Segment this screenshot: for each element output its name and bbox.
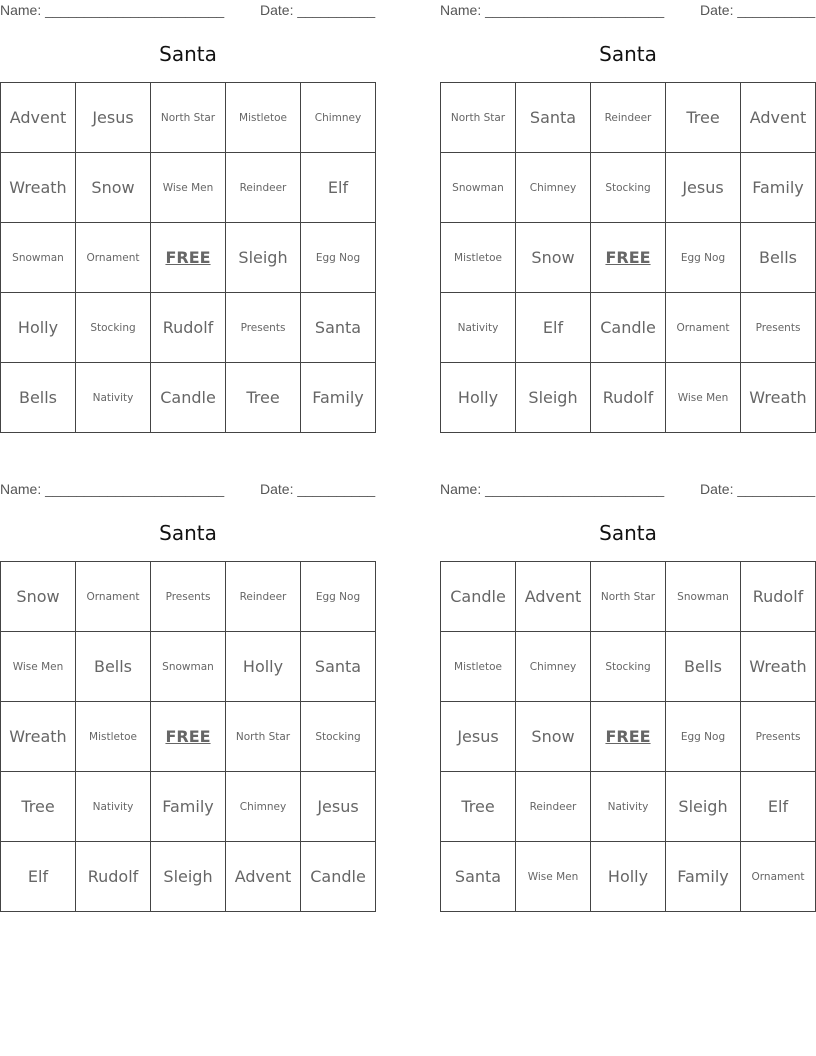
grid-row — [1, 363, 376, 433]
bingo-cell: Wreath — [741, 363, 816, 433]
bingo-cell: Family — [741, 153, 816, 223]
bingo-cell: Presents — [151, 562, 226, 632]
grid-row — [1, 293, 376, 363]
bingo-cell: Egg Nog — [666, 702, 741, 772]
bingo-cell: Jesus — [301, 772, 376, 842]
bingo-cell: Advent — [516, 562, 591, 632]
bingo-card-2 — [440, 0, 816, 440]
bingo-cell: Chimney — [301, 83, 376, 153]
bingo-cell: Presents — [741, 702, 816, 772]
bingo-cell: Chimney — [516, 632, 591, 702]
bingo-cell: Holly — [591, 842, 666, 912]
bingo-cell: North Star — [151, 83, 226, 153]
bingo-cell: Wise Men — [151, 153, 226, 223]
bingo-cell: Holly — [226, 632, 301, 702]
date-field: Date: __________ — [260, 481, 376, 497]
bingo-cell: Wreath — [1, 702, 76, 772]
free-space: FREE — [151, 702, 226, 772]
bingo-cell: Candle — [441, 562, 516, 632]
bingo-cell: Snow — [1, 562, 76, 632]
bingo-cell: Holly — [1, 293, 76, 363]
bingo-cell: Nativity — [76, 772, 151, 842]
bingo-cell: Snowman — [666, 562, 741, 632]
name-field: Name: _______________________ — [440, 481, 665, 497]
free-space: FREE — [151, 223, 226, 293]
bingo-cell: Nativity — [441, 293, 516, 363]
free-space: FREE — [591, 702, 666, 772]
bingo-cell: Wise Men — [516, 842, 591, 912]
bingo-cell: Ornament — [741, 842, 816, 912]
bingo-cell: Nativity — [76, 363, 151, 433]
bingo-cell: Mistletoe — [76, 702, 151, 772]
date-field: Date: __________ — [700, 2, 816, 18]
grid-row — [441, 363, 816, 433]
bingo-cell: North Star — [226, 702, 301, 772]
bingo-cell: Candle — [301, 842, 376, 912]
bingo-cell: Jesus — [441, 702, 516, 772]
bingo-cell: Bells — [1, 363, 76, 433]
name-field: Name: _______________________ — [0, 2, 225, 18]
bingo-cell: Mistletoe — [226, 83, 301, 153]
grid-row — [1, 702, 376, 772]
bingo-cell: Elf — [741, 772, 816, 842]
date-field: Date: __________ — [700, 481, 816, 497]
bingo-cell: Sleigh — [151, 842, 226, 912]
bingo-cell: Bells — [741, 223, 816, 293]
card-title: Santa — [159, 42, 217, 66]
bingo-cell: Reindeer — [516, 772, 591, 842]
grid-row — [441, 772, 816, 842]
bingo-cell: Snowman — [151, 632, 226, 702]
bingo-cell: Snowman — [1, 223, 76, 293]
bingo-cell: Nativity — [591, 772, 666, 842]
bingo-cell: Candle — [151, 363, 226, 433]
bingo-cell: Ornament — [76, 562, 151, 632]
bingo-cell: Tree — [226, 363, 301, 433]
bingo-cell: Santa — [516, 83, 591, 153]
bingo-cell: Wise Men — [666, 363, 741, 433]
grid-row — [441, 293, 816, 363]
bingo-grid — [440, 561, 816, 912]
bingo-card-3 — [0, 479, 376, 919]
bingo-cell: Snowman — [441, 153, 516, 223]
bingo-cell: Chimney — [226, 772, 301, 842]
bingo-cell: Elf — [301, 153, 376, 223]
bingo-cell: Family — [666, 842, 741, 912]
bingo-cell: Santa — [301, 293, 376, 363]
bingo-cell: Snow — [516, 702, 591, 772]
bingo-cell: Mistletoe — [441, 632, 516, 702]
card-title: Santa — [599, 42, 657, 66]
bingo-cell: Wise Men — [1, 632, 76, 702]
grid-row — [1, 153, 376, 223]
grid-row — [1, 83, 376, 153]
bingo-cell: Egg Nog — [301, 223, 376, 293]
name-field: Name: _______________________ — [0, 481, 225, 497]
card-title: Santa — [159, 521, 217, 545]
bingo-cell: Tree — [441, 772, 516, 842]
bingo-cell: Reindeer — [591, 83, 666, 153]
name-field: Name: _______________________ — [440, 2, 665, 18]
bingo-cell: Advent — [226, 842, 301, 912]
date-field: Date: __________ — [260, 2, 376, 18]
bingo-cell: Family — [151, 772, 226, 842]
bingo-cell: Tree — [1, 772, 76, 842]
bingo-cell: North Star — [441, 83, 516, 153]
bingo-cell: Sleigh — [516, 363, 591, 433]
bingo-grid — [440, 82, 816, 433]
bingo-cell: Rudolf — [76, 842, 151, 912]
bingo-cell: Reindeer — [226, 562, 301, 632]
bingo-cell: Candle — [591, 293, 666, 363]
bingo-cell: Presents — [741, 293, 816, 363]
bingo-cell: Ornament — [666, 293, 741, 363]
bingo-cell: Presents — [226, 293, 301, 363]
bingo-cell: Santa — [301, 632, 376, 702]
grid-row — [1, 632, 376, 702]
bingo-cell: Reindeer — [226, 153, 301, 223]
bingo-cell: Advent — [1, 83, 76, 153]
bingo-cell: Wreath — [1, 153, 76, 223]
bingo-cell: Jesus — [666, 153, 741, 223]
bingo-cell: Rudolf — [741, 562, 816, 632]
grid-row — [1, 842, 376, 912]
grid-row — [1, 223, 376, 293]
bingo-cell: Ornament — [76, 223, 151, 293]
grid-row — [441, 562, 816, 632]
grid-row — [441, 83, 816, 153]
grid-row — [1, 562, 376, 632]
bingo-cell: Rudolf — [151, 293, 226, 363]
bingo-cell: Egg Nog — [666, 223, 741, 293]
bingo-cell: Santa — [441, 842, 516, 912]
bingo-cell: Holly — [441, 363, 516, 433]
bingo-cell: Wreath — [741, 632, 816, 702]
bingo-card-4 — [440, 479, 816, 919]
bingo-cell: Bells — [666, 632, 741, 702]
bingo-cell: North Star — [591, 562, 666, 632]
bingo-cell: Chimney — [516, 153, 591, 223]
bingo-cell: Stocking — [76, 293, 151, 363]
bingo-cell: Sleigh — [226, 223, 301, 293]
bingo-card-1 — [0, 0, 376, 440]
bingo-grid — [0, 82, 376, 433]
free-space: FREE — [591, 223, 666, 293]
bingo-cell: Sleigh — [666, 772, 741, 842]
bingo-cell: Tree — [666, 83, 741, 153]
bingo-cell: Mistletoe — [441, 223, 516, 293]
grid-row — [441, 153, 816, 223]
bingo-cell: Snow — [516, 223, 591, 293]
bingo-cell: Advent — [741, 83, 816, 153]
bingo-cell: Stocking — [301, 702, 376, 772]
bingo-cell: Snow — [76, 153, 151, 223]
bingo-cell: Family — [301, 363, 376, 433]
bingo-cell: Stocking — [591, 632, 666, 702]
bingo-cell: Elf — [516, 293, 591, 363]
grid-row — [441, 223, 816, 293]
bingo-cell: Jesus — [76, 83, 151, 153]
bingo-cell: Egg Nog — [301, 562, 376, 632]
bingo-cell: Bells — [76, 632, 151, 702]
bingo-cell: Stocking — [591, 153, 666, 223]
grid-row — [441, 842, 816, 912]
bingo-cell: Rudolf — [591, 363, 666, 433]
grid-row — [1, 772, 376, 842]
bingo-cell: Elf — [1, 842, 76, 912]
grid-row — [441, 632, 816, 702]
bingo-grid — [0, 561, 376, 912]
grid-row — [441, 702, 816, 772]
card-title: Santa — [599, 521, 657, 545]
